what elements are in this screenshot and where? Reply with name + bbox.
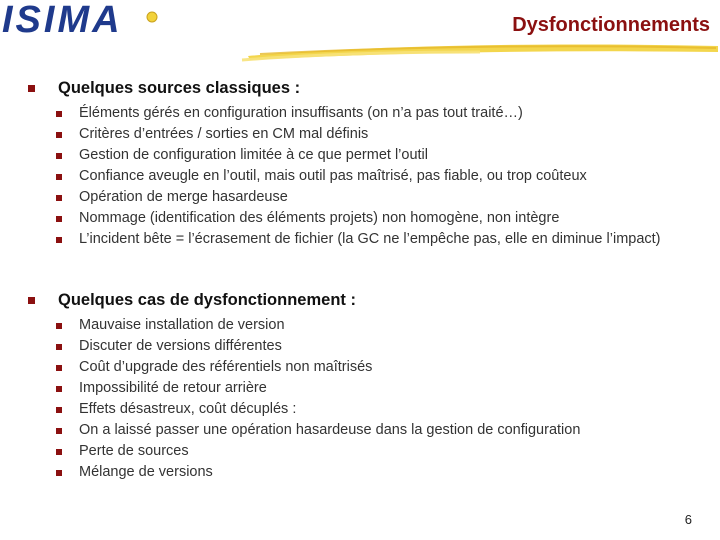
list-item: Confiance aveugle en l’outil, mais outil pas maîtrisé, pas fiable, ou trop coûteux: [22, 166, 712, 187]
square-bullet-icon: [56, 216, 62, 222]
square-bullet-icon: [56, 449, 62, 455]
section-sources: [22, 77, 712, 250]
section-heading: [22, 289, 712, 311]
list-item: Nommage (identification des éléments projets) non homogène, non intègre: [22, 208, 712, 229]
square-bullet-icon: [56, 386, 62, 392]
list-item: Impossibilité de retour arrière: [22, 378, 712, 399]
square-bullet-icon: [56, 174, 62, 180]
list-item: Critères d’entrées / sorties en CM mal définis: [22, 124, 712, 145]
square-bullet-icon: [28, 297, 35, 304]
square-bullet-icon: [56, 365, 62, 371]
section-heading: [22, 77, 712, 99]
list-item: On a laissé passer une opération hasardeuse dans la gestion de configuration: [22, 420, 712, 441]
square-bullet-icon: [56, 428, 62, 434]
square-bullet-icon: [56, 111, 62, 117]
square-bullet-icon: [56, 237, 62, 243]
list-item: Gestion de configuration limitée à ce que permet l’outil: [22, 145, 712, 166]
list-item: Coût d’upgrade des référentiels non maîtrisés: [22, 357, 712, 378]
list-item: Perte de sources: [22, 441, 712, 462]
square-bullet-icon: [56, 195, 62, 201]
list-item: Opération de merge hasardeuse: [22, 187, 712, 208]
section-title: Quelques sources classiques :: [58, 78, 301, 97]
square-bullet-icon: [56, 470, 62, 476]
square-bullet-icon: [28, 85, 35, 92]
bullet-list: [22, 103, 712, 250]
square-bullet-icon: [56, 153, 62, 159]
list-item: Discuter de versions différentes: [22, 336, 712, 357]
square-bullet-icon: [56, 323, 62, 329]
logo-wordmark: ISIMA: [2, 0, 123, 38]
square-bullet-icon: [56, 344, 62, 350]
section-title: Quelques cas de dysfonctionnement :: [58, 290, 356, 309]
list-item: Mélange de versions: [22, 462, 712, 483]
section-cases: [22, 289, 712, 483]
list-item: Effets désastreux, coût décuplés :: [22, 399, 712, 420]
square-bullet-icon: [56, 132, 62, 138]
bullet-list: [22, 315, 712, 483]
page-number: 6: [684, 512, 692, 527]
page-title: Dysfonctionnements: [512, 14, 710, 36]
list-item: Mauvaise installation de version: [22, 315, 712, 336]
square-bullet-icon: [56, 407, 62, 413]
list-item: L’incident bête = l’écrasement de fichier (la GC ne l’empêche pas, elle en diminue l’impact): [22, 229, 712, 250]
list-item: Éléments gérés en configuration insuffisants (on n’a pas tout traité…): [22, 103, 712, 124]
